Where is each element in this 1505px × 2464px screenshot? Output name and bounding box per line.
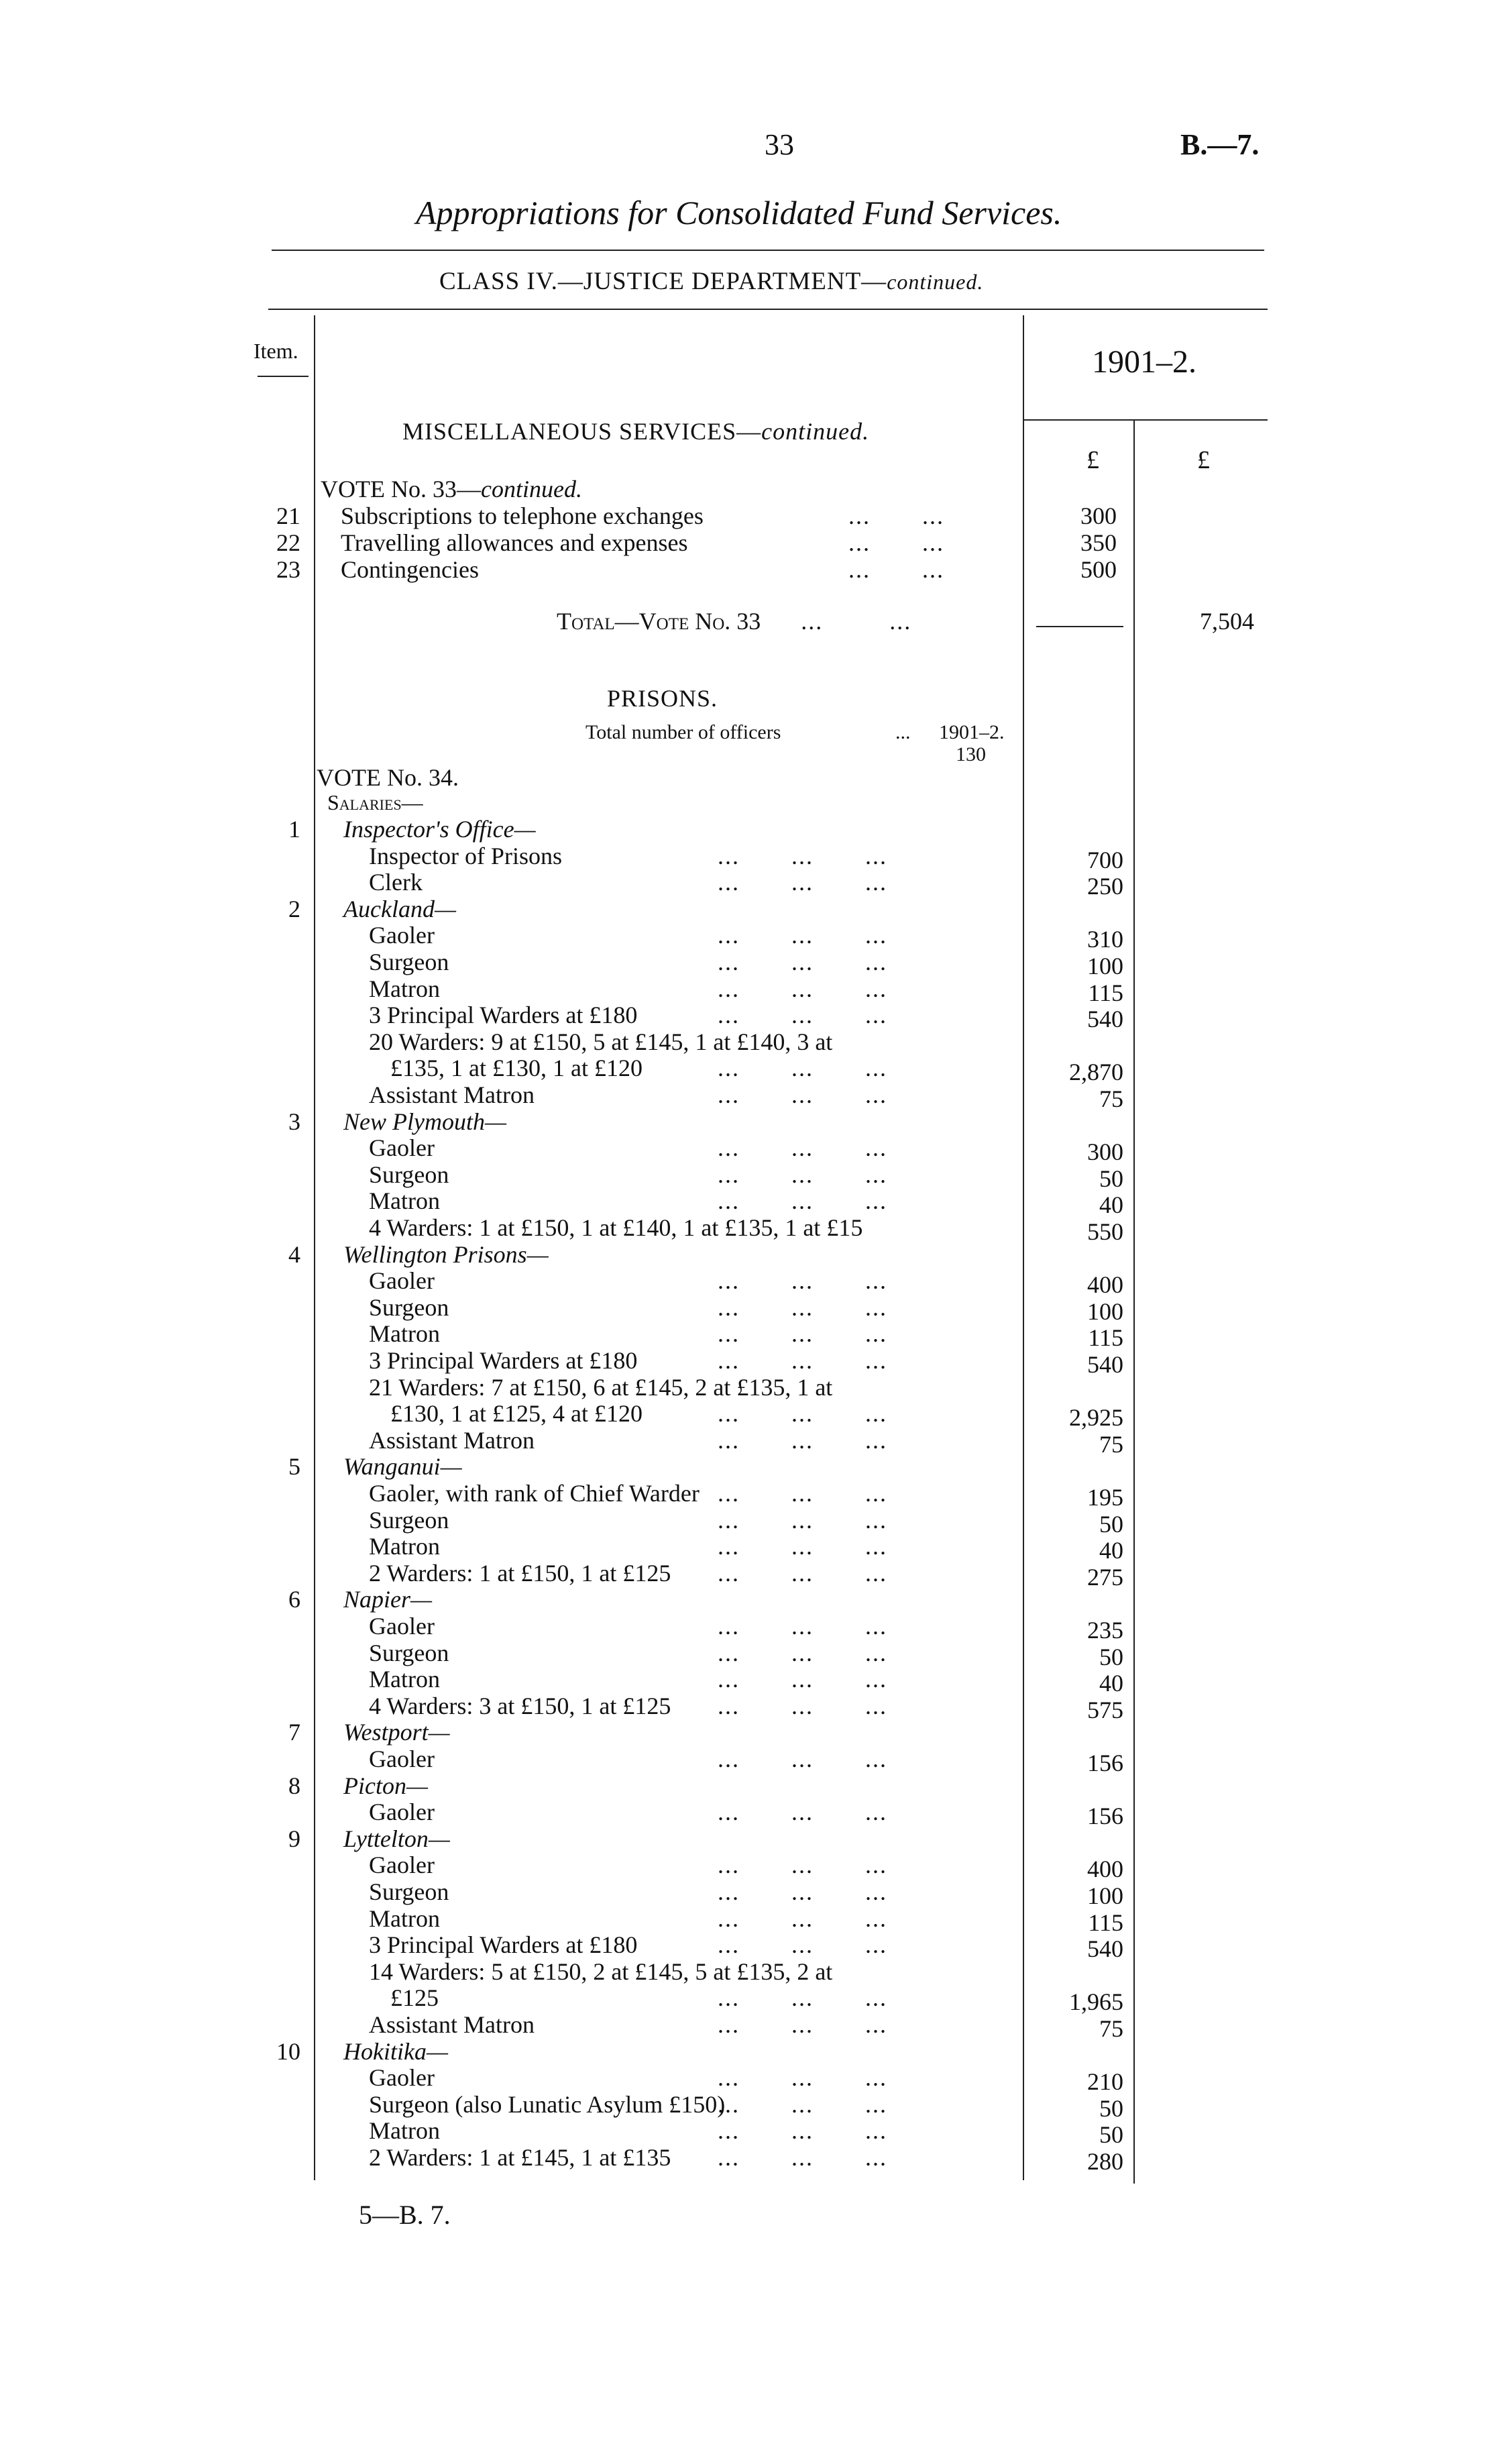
line-amount: 400	[1087, 1856, 1123, 1883]
leader-dots: ... ... ...	[718, 1267, 887, 1295]
class-rule	[268, 309, 1268, 310]
leader-dots: ... ... ...	[718, 1320, 887, 1348]
leader-dots: ... ... ...	[718, 1161, 887, 1188]
item-divider-line	[314, 315, 315, 2180]
line-amount: 275	[1087, 1563, 1123, 1591]
item-number: 23	[276, 556, 300, 583]
line-label: Surgeon (also Lunatic Asylum £150)	[369, 2090, 726, 2118]
line-label: Assistant Matron	[369, 1081, 535, 1108]
leader-dots: ... ... ...	[718, 1400, 887, 1428]
leader-dots: ... ... ...	[718, 2144, 887, 2171]
class-heading-continued: continued.	[887, 270, 984, 294]
officers-year: 1901–2.	[939, 721, 1005, 743]
page-number: 33	[765, 128, 794, 161]
line-label: 2 Warders: 1 at £145, 1 at £135	[369, 2144, 671, 2171]
line-amount: 115	[1088, 979, 1123, 1006]
line-label: Subscriptions to telephone exchanges	[341, 502, 704, 529]
station-heading: Napier—	[343, 1586, 433, 1613]
leader-dots: ... ... ...	[718, 1055, 887, 1082]
line-amount: 310	[1087, 926, 1123, 953]
line-amount: 50	[1099, 1643, 1123, 1670]
station-heading: Lyttelton—	[343, 1825, 450, 1852]
salaries-heading: Salaries—	[327, 790, 423, 814]
station-heading: Picton—	[343, 1772, 428, 1799]
leader-dots: ... ...	[848, 529, 944, 556]
line-label: Surgeon	[369, 1878, 449, 1905]
class-heading: CLASS IV.—JUSTICE DEPARTMENT—continued.	[439, 268, 984, 295]
total-dash	[1036, 626, 1123, 627]
line-label: Gaoler	[369, 1852, 435, 1879]
line-amount: 540	[1087, 1935, 1123, 1963]
line-amount: 40	[1099, 1191, 1123, 1219]
item-number: 2	[288, 895, 300, 922]
line-amount: 2,925	[1069, 1404, 1123, 1432]
line-label: Matron	[369, 1187, 440, 1215]
line-amount: 75	[1099, 2015, 1123, 2042]
line-amount: 250	[1087, 873, 1123, 900]
leader-dots: ... ... ...	[718, 1799, 887, 1826]
line-amount: 300	[1087, 1138, 1123, 1166]
pound-column-1: £	[1086, 446, 1099, 474]
leader-dots: ... ... ...	[718, 1480, 887, 1507]
line-amount: 500	[1080, 556, 1117, 583]
line-label: 3 Principal Warders at £180	[369, 1002, 638, 1029]
line-label: Surgeon	[369, 1506, 449, 1534]
leader-dots: ... ... ...	[718, 1533, 887, 1560]
line-label: Contingencies	[341, 556, 479, 583]
line-amount: 350	[1080, 529, 1117, 556]
line-amount: 40	[1099, 1670, 1123, 1697]
leader-dots: ... ... ...	[718, 1984, 887, 2012]
line-amount: 50	[1099, 2121, 1123, 2149]
leader-dots: ... ... ...	[718, 1613, 887, 1640]
line-amount: 100	[1087, 1297, 1123, 1325]
line-amount: 2,870	[1069, 1059, 1123, 1086]
vote-34-heading: VOTE No. 34.	[317, 764, 459, 791]
page-title: Appropriations for Consolidated Fund Services.	[416, 194, 1062, 231]
line-amount: 280	[1087, 2148, 1123, 2175]
leader-dots: ... ... ...	[718, 1347, 887, 1374]
line-amount: 156	[1087, 1803, 1123, 1830]
line-amount: 50	[1099, 1165, 1123, 1192]
line-label: £130, 1 at £125, 4 at £120	[390, 1400, 643, 1428]
item-number: 1	[288, 816, 300, 843]
leader-dots: ... ... ...	[718, 1002, 887, 1029]
leader-dots: ... ... ...	[718, 975, 887, 1002]
line-label: 21 Warders: 7 at £150, 6 at £145, 2 at £135, 1 at	[369, 1373, 833, 1401]
leader-dots: ... ... ...	[718, 842, 887, 869]
line-label: Matron	[369, 1533, 440, 1560]
leader-dots: ... ... ...	[718, 1878, 887, 1905]
line-amount: 75	[1099, 1430, 1123, 1458]
line-amount: 300	[1080, 502, 1117, 529]
line-label: Matron	[369, 1905, 440, 1932]
line-amount: 550	[1087, 1218, 1123, 1245]
leader-dots: ... ... ...	[718, 922, 887, 949]
line-label: Surgeon	[369, 1161, 449, 1188]
item-number: 8	[288, 1772, 300, 1799]
item-number: 9	[288, 1825, 300, 1852]
line-amount: 210	[1087, 2068, 1123, 2096]
leader-dots: ... ... ...	[718, 1931, 887, 1959]
item-number: 10	[276, 2037, 300, 2065]
line-label: Gaoler	[369, 1134, 435, 1162]
document-reference: B.—7.	[1180, 128, 1260, 161]
line-label: Matron	[369, 2117, 440, 2145]
line-label: Matron	[369, 975, 440, 1002]
line-label: Inspector of Prisons	[369, 842, 562, 869]
line-amount: 50	[1099, 2094, 1123, 2122]
line-label: Gaoler	[369, 1799, 435, 1826]
footer-signature: 5—B. 7.	[359, 2200, 451, 2230]
line-label: Surgeon	[369, 949, 449, 975]
line-label: Matron	[369, 1666, 440, 1693]
line-label: 3 Principal Warders at £180	[369, 1931, 638, 1959]
station-heading: Hokitika—	[343, 2037, 448, 2065]
line-label: £125	[390, 1984, 439, 2012]
line-amount: 115	[1088, 1909, 1123, 1936]
line-amount: 540	[1087, 1351, 1123, 1378]
item-number: 21	[276, 502, 300, 529]
station-heading: Westport—	[343, 1719, 450, 1746]
prisons-heading: PRISONS.	[607, 685, 718, 712]
line-amount: 1,965	[1069, 1988, 1123, 2016]
item-number: 3	[288, 1108, 300, 1135]
leader-dots: ... ... ...	[718, 1134, 887, 1162]
vote-33-heading: VOTE No. 33—continued.	[321, 476, 582, 502]
line-label: Clerk	[369, 869, 423, 896]
line-label: Matron	[369, 1320, 440, 1348]
leader-dots: ... ... ...	[718, 1426, 887, 1454]
line-amount: 115	[1088, 1324, 1123, 1352]
line-amount: 700	[1087, 846, 1123, 873]
line-label: Travelling allowances and expenses	[341, 529, 688, 556]
item-number: 4	[288, 1240, 300, 1268]
line-label: 20 Warders: 9 at £150, 5 at £145, 1 at £140, 3 at	[369, 1028, 833, 1055]
leader-dots: ... ... ...	[718, 1639, 887, 1666]
leader-dots: ... ... ...	[718, 1692, 887, 1719]
line-label: Assistant Matron	[369, 1426, 535, 1454]
station-heading: Wellington Prisons—	[343, 1240, 549, 1268]
line-amount: 540	[1087, 1006, 1123, 1033]
line-label: £135, 1 at £130, 1 at £120	[390, 1055, 643, 1082]
leader-dots: ... ... ...	[718, 1666, 887, 1693]
line-label: 3 Principal Warders at £180	[369, 1347, 638, 1374]
line-amount: 400	[1087, 1271, 1123, 1299]
leader-dots: ... ... ...	[718, 1187, 887, 1215]
vote-33-total-label: Total—Vote No. 33 ... ...	[557, 608, 912, 635]
line-label: Gaoler	[369, 2064, 435, 2092]
line-label: Gaoler	[369, 1267, 435, 1295]
station-heading: New Plymouth—	[343, 1108, 506, 1135]
amount-divider-line	[1023, 315, 1024, 2180]
line-label: Gaoler	[369, 1746, 435, 1772]
line-amount: 100	[1087, 1882, 1123, 1909]
leader-dots: ... ... ...	[718, 2117, 887, 2145]
leader-dots: ... ... ...	[718, 869, 887, 896]
year-header-underline	[1023, 419, 1268, 421]
item-column-header: Item.	[254, 339, 298, 363]
item-header-underline	[258, 376, 309, 377]
item-number: 5	[288, 1453, 300, 1481]
item-number: 6	[288, 1586, 300, 1613]
line-label: Assistant Matron	[369, 2011, 535, 2038]
line-label: Gaoler	[369, 1613, 435, 1640]
line-amount: 75	[1099, 1085, 1123, 1112]
leader-dots: ... ... ...	[718, 2011, 887, 2038]
line-label: 14 Warders: 5 at £150, 2 at £145, 5 at £135, 2 at	[369, 1958, 833, 1985]
item-number: 7	[288, 1719, 300, 1746]
leader-dots: ... ... ...	[718, 1852, 887, 1879]
title-rule	[272, 250, 1264, 251]
line-label: 2 Warders: 1 at £150, 1 at £125	[369, 1559, 671, 1587]
station-heading: Inspector's Office—	[343, 816, 536, 843]
line-amount: 50	[1099, 1510, 1123, 1538]
leader-dots: ... ...	[848, 502, 944, 529]
officers-count: 130	[956, 743, 986, 765]
line-amount: 575	[1087, 1696, 1123, 1723]
line-label: 4 Warders: 1 at £150, 1 at £140, 1 at £135, 1 at £15	[369, 1214, 863, 1241]
officers-dots: ...	[895, 721, 911, 743]
leader-dots: ... ... ...	[718, 2064, 887, 2092]
leader-dots: ... ... ...	[718, 1905, 887, 1932]
line-label: Surgeon	[369, 1293, 449, 1321]
item-number: 22	[276, 529, 300, 556]
line-label: 4 Warders: 3 at £150, 1 at £125	[369, 1692, 671, 1719]
leader-dots: ... ... ...	[718, 1293, 887, 1321]
pound-column-2: £	[1197, 446, 1210, 474]
line-amount: 235	[1087, 1617, 1123, 1644]
misc-services-heading: MISCELLANEOUS SERVICES—continued.	[402, 418, 870, 445]
officers-label: Total number of officers	[586, 721, 781, 743]
line-amount: 40	[1099, 1537, 1123, 1564]
leader-dots: ... ... ...	[718, 1746, 887, 1772]
year-column-header: 1901–2.	[1092, 344, 1196, 380]
station-heading: Wanganui—	[343, 1453, 462, 1481]
total-divider-line	[1133, 419, 1135, 2184]
leader-dots: ... ...	[848, 556, 944, 583]
leader-dots: ... ... ...	[718, 949, 887, 975]
station-heading: Auckland—	[343, 895, 456, 922]
leader-dots: ... ... ...	[718, 2090, 887, 2118]
line-label: Surgeon	[369, 1639, 449, 1666]
line-label: Gaoler	[369, 922, 435, 949]
line-label: Gaoler, with rank of Chief Warder	[369, 1480, 700, 1507]
line-amount: 100	[1087, 953, 1123, 979]
line-amount: 156	[1087, 1750, 1123, 1776]
leader-dots: ... ... ...	[718, 1081, 887, 1108]
line-amount: 195	[1087, 1484, 1123, 1511]
leader-dots: ... ... ...	[718, 1506, 887, 1534]
leader-dots: ... ... ...	[718, 1559, 887, 1587]
vote-33-total-amount: 7,504	[1200, 608, 1254, 635]
